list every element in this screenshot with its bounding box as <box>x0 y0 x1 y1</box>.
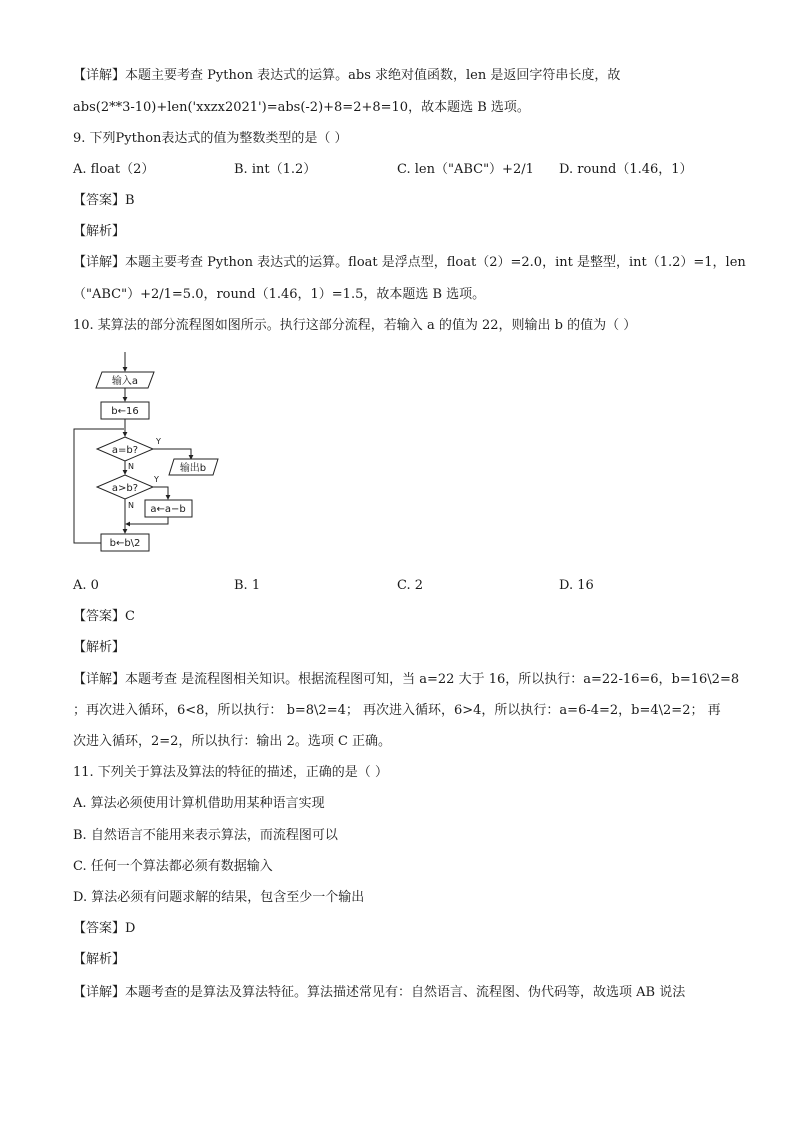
text-line: abs(2**3-10)+len('xxzx2021')=abs(-2)+8=2+8=10，故本题选 B 选项。 <box>73 100 530 115</box>
question-11: 11. 下列关于算法及算法的特征的描述，正确的是（ ） <box>73 765 388 780</box>
option-c: C. 2 <box>397 578 424 593</box>
analysis-heading: 【解析】 <box>73 952 126 967</box>
answer: 【答案】C <box>73 609 135 624</box>
detail-text: 【详解】本题主要考查 Python 表达式的运算。float 是浮点型，float（2）=2.0，int 是整型，int（1.2）=1，len <box>73 255 746 270</box>
detail-text: 次进入循环，2=2，所以执行：输出 2。选项 C 正确。 <box>73 734 392 749</box>
question-10: 10. 某算法的部分流程图如图所示。执行这部分流程，若输入 a 的值为 22，则输出 b 的值为（ ） <box>73 318 637 333</box>
detail-text: 【详解】本题考查 是流程图相关知识。根据流程图可知，当 a=22 大于 16，所以执行：a=22-16=6，b=16\2=8 <box>73 672 740 687</box>
analysis-heading: 【解析】 <box>73 640 126 655</box>
no-label: N <box>128 501 134 510</box>
question-10-options <box>73 576 733 596</box>
option-a: A. 0 <box>73 578 99 593</box>
option-b: B. 自然语言不能用来表示算法，而流程图可以 <box>73 828 338 843</box>
answer: 【答案】D <box>73 921 136 936</box>
init-label: b←16 <box>111 406 139 417</box>
yes-label: Y <box>156 437 161 446</box>
flow-arrow <box>126 517 168 524</box>
halve-label: b←b\2 <box>109 538 141 549</box>
no-label: N <box>128 462 134 471</box>
option-b: B. 1 <box>234 578 261 593</box>
detail-text: （"ABC"）+2/1=5.0，round（1.46，1）=1.5，故本题选 B 选项。 <box>73 287 486 302</box>
option-c: C. 任何一个算法都必须有数据输入 <box>73 859 273 874</box>
option-a: A. float（2） <box>73 162 155 177</box>
option-c: C. len（"ABC"）+2/1 <box>397 162 534 177</box>
detail-text: 【详解】本题考查的是算法及算法特征。算法描述常见有：自然语言、流程图、伪代码等，故选项 AB 说法 <box>73 985 686 1000</box>
option-d: D. 算法必须有问题求解的结果，包含至少一个输出 <box>73 890 365 905</box>
yes-label: Y <box>154 475 159 484</box>
output-label: 输出b <box>179 463 207 474</box>
option-a: A. 算法必须使用计算机借助用某种语言实现 <box>73 796 325 811</box>
flow-arrow <box>153 487 168 499</box>
option-d: D. round（1.46，1） <box>559 162 693 177</box>
question-9: 9. 下列Python表达式的值为整数类型的是（ ） <box>73 131 348 146</box>
sub-label: a←a−b <box>150 504 186 515</box>
cond1-label: a=b? <box>111 445 139 456</box>
analysis-heading: 【解析】 <box>73 224 126 239</box>
answer: 【答案】B <box>73 193 135 208</box>
flowchart <box>68 348 228 563</box>
cond2-label: a>b? <box>111 483 139 494</box>
question-9-options <box>73 160 733 180</box>
option-d: D. 16 <box>559 578 594 593</box>
option-b: B. int（1.2） <box>234 162 317 177</box>
text-line: 【详解】本题主要考查 Python 表达式的运算。abs 求绝对值函数，len 是返回字符串长度，故 <box>73 68 621 83</box>
flow-arrow <box>153 449 191 459</box>
detail-text: ；再次进入循环，6<8，所以执行： b=8\2=4； 再次进入循环，6>4，所以执行：a=6-4=2，b=4\2=2； 再 <box>73 703 721 718</box>
input-label: 输入a <box>111 376 139 387</box>
